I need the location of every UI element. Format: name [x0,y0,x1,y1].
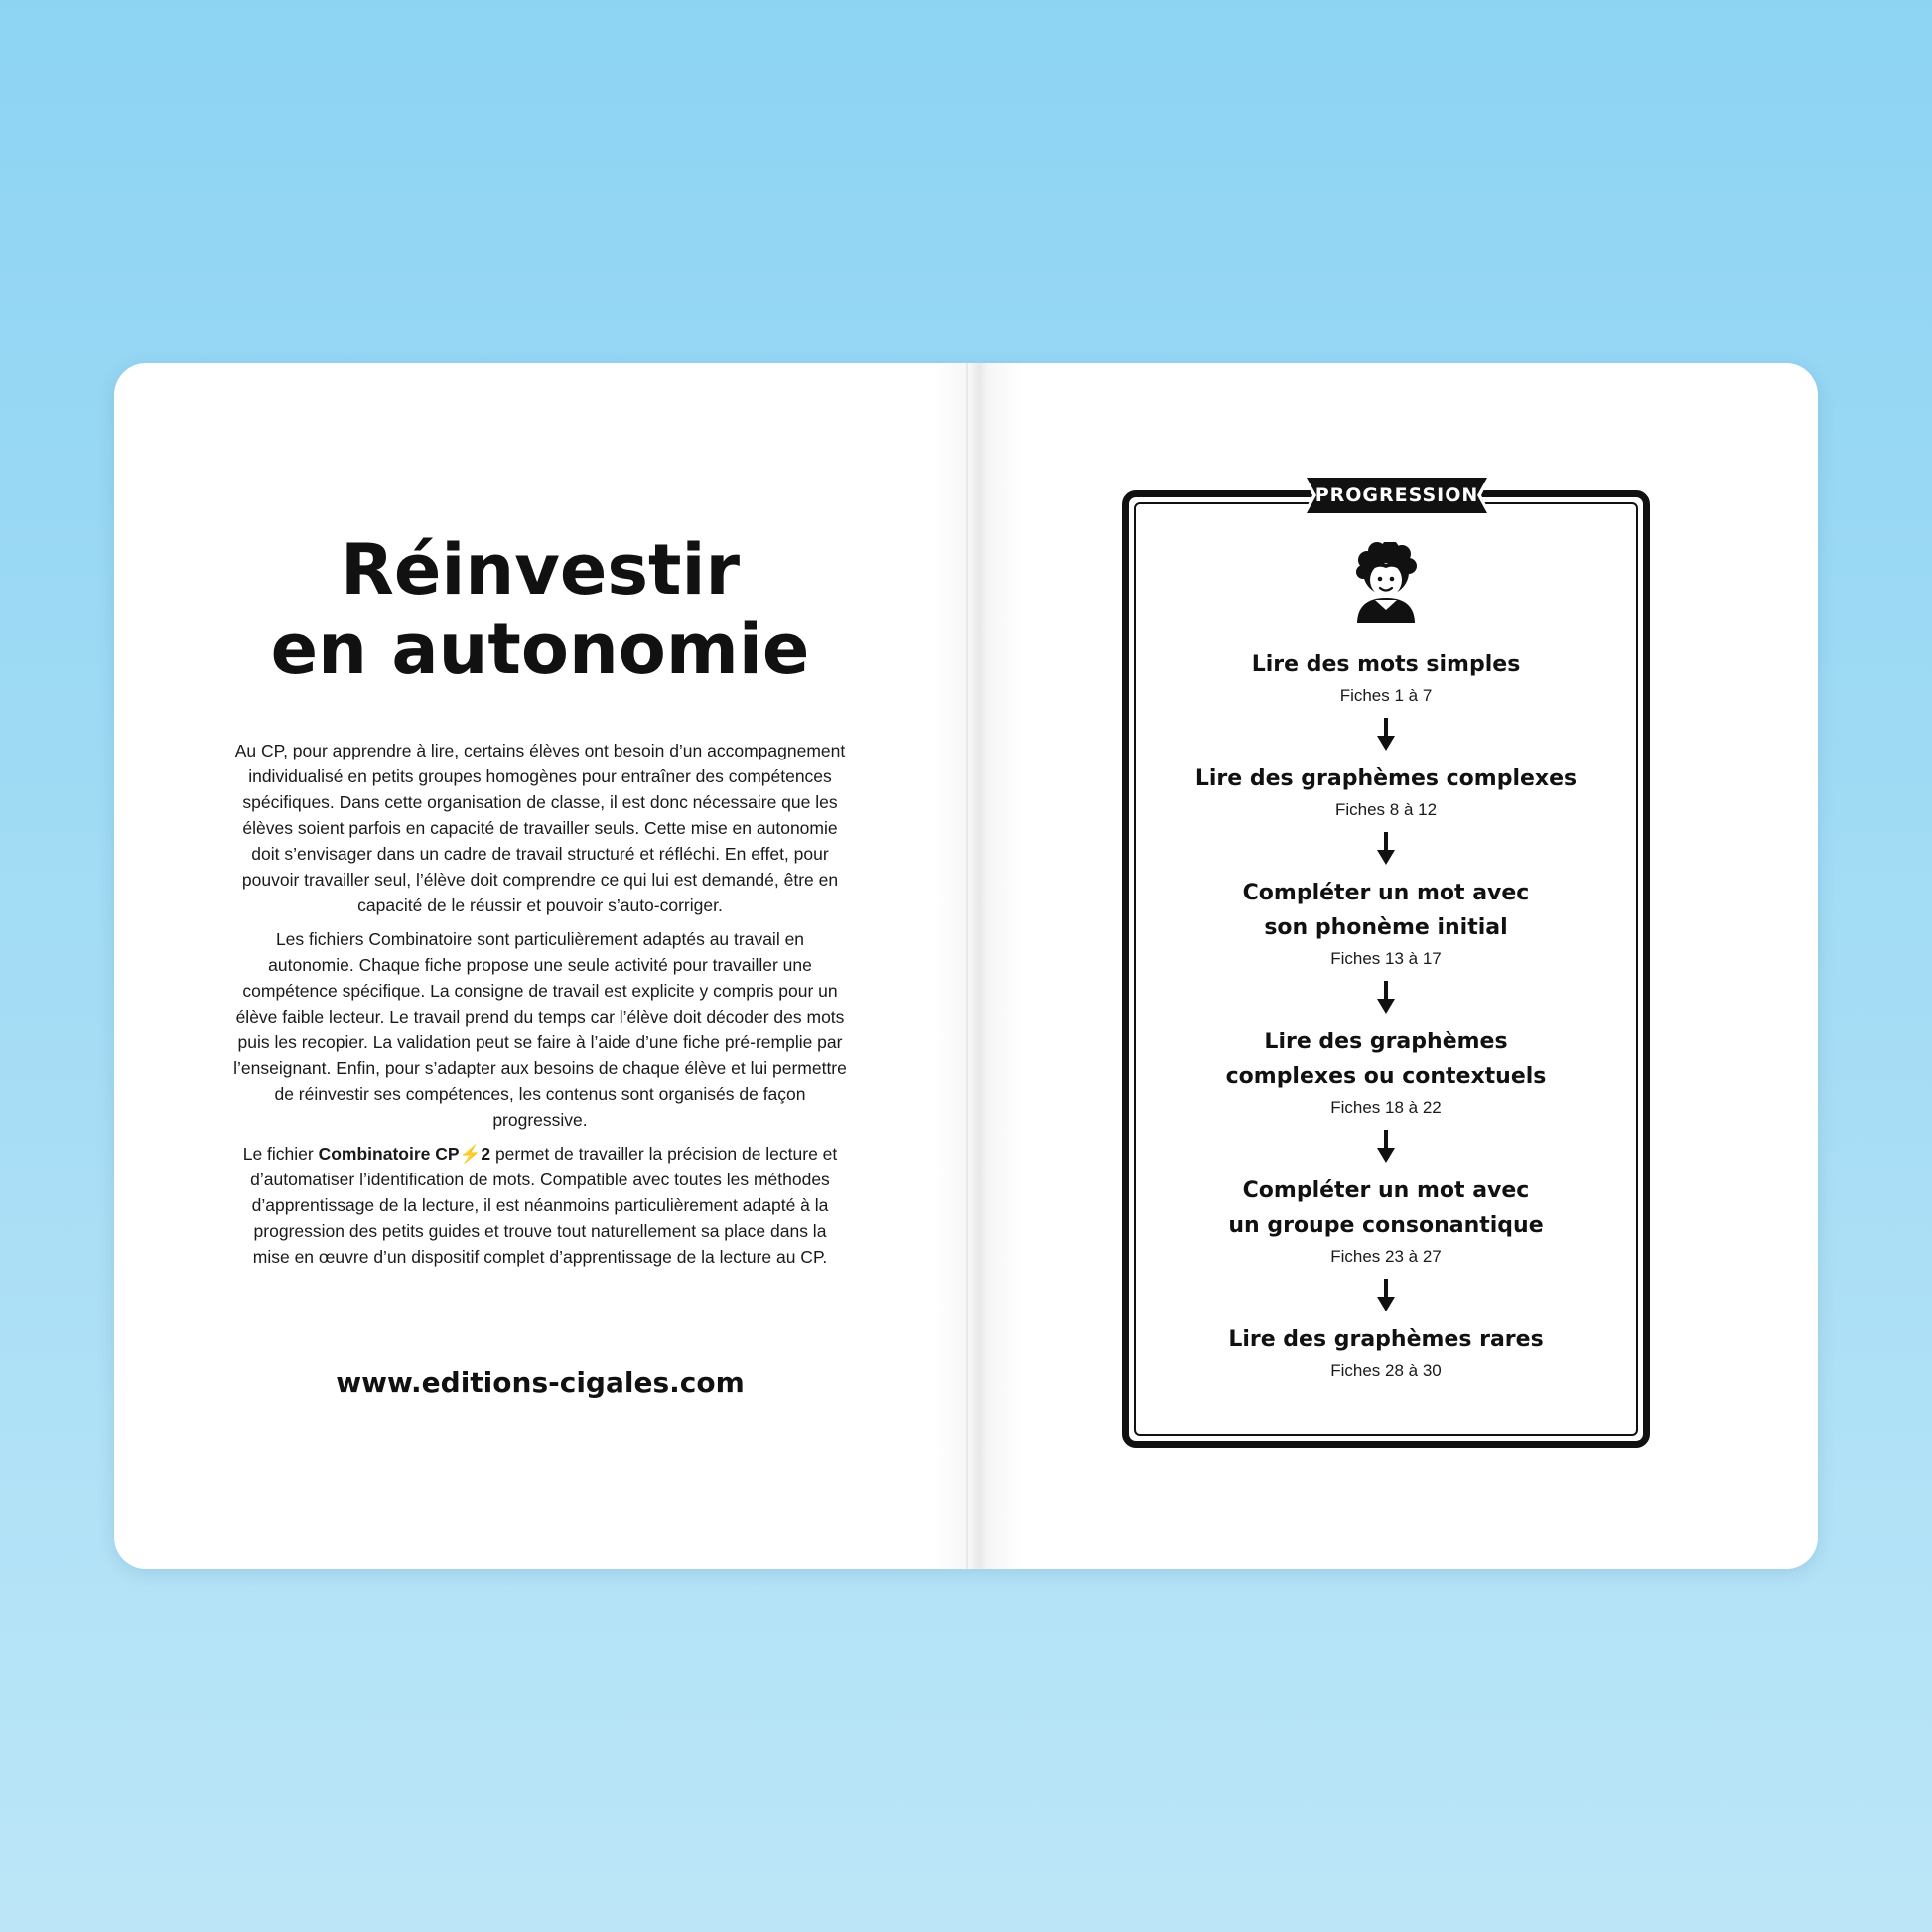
intro-paragraph-1: Au CP, pour apprendre à lire, certains élèves ont besoin d’un accompagnement individualisé en petits groupes homogènes pour entraîner des compétences spécifiques. Dans cette organisation de classe, il est donc nécessaire que les élèves soient parfois en capacité de travailler seuls. Cette mise en autonomie doit s’envisager dans un cadre de travail structuré et réfléchi. En effet, pour pouvoir travailler seul, l’élève doit comprendre ce qui lui est demandé, être en capacité de le réussir et pouvoir s’auto-corriger. [234,741,846,915]
intro-paragraph-3 [233,1141,847,1270]
banner-label: PROGRESSION [1314,484,1479,506]
step-title-line: complexes ou contextuels [1225,1064,1547,1089]
progression-step [1134,1025,1638,1164]
progression-banner [1303,476,1491,515]
progression-steps [1134,647,1638,1383]
step-sheets-range: Fiches 13 à 17 [1330,949,1442,968]
left-page [114,363,966,1569]
step-sheets-range: Fiches 23 à 27 [1330,1247,1442,1266]
step-title-line: Lire des graphèmes rares [1228,1327,1544,1352]
page-title [114,530,966,689]
progression-step [1134,647,1638,752]
intro-paragraph-3-prefix: Le fichier [242,1144,319,1164]
step-title [1134,761,1638,796]
step-sheets-range: Fiches 28 à 30 [1330,1361,1442,1380]
arrow-down-icon [1376,1130,1396,1164]
book-spine-fold [966,363,968,1569]
progression-step [1134,1322,1638,1383]
progression-step [1134,876,1638,1015]
step-title-line: Compléter un mot avec [1242,881,1530,905]
step-title-line: son phonème initial [1264,915,1508,940]
step-sheets-range: Fiches 8 à 12 [1334,800,1438,819]
step-title-line: Lire des graphèmes [1264,1030,1508,1054]
product-name: Combinatoire CP⚡2 [318,1144,491,1164]
step-title [1134,876,1638,945]
step-sheets-range: Fiches 1 à 7 [1339,686,1433,705]
progression-step [1134,1173,1638,1312]
intro-paragraph-3-suffix: permet de travailler la précision de lecture et d’automatiser l’identification de mots. Compatible avec toutes les méthodes d’apprentissage de la lecture, il est néanmoins particulièrement adapté à la progression des petits guides et trouve tout naturellement sa place dans la mise en œuvre d’un dispositif complet d’apprentissage de la lecture au CP. [250,1144,838,1267]
intro-paragraph-2: Les fichiers Combinatoire sont particulièrement adaptés au travail en autonomie. Chaque fiche propose une seule activité pour travailler une compétence spécifique. La consigne de travail est explicite y compris pour un élève faible lecteur. Le travail prend du temps car l’élève doit décoder des mots puis les recopier. La validation peut se faire à l’aide d’une fiche pré-remplie par l’enseignant. Enfin, pour s’adapter aux besoins de chaque élève et lui permettre de réinvestir ses compétences, les contenus sont organisés de façon progressive. [233,929,847,1130]
step-title [1134,1322,1638,1357]
arrow-down-icon [1376,1279,1396,1312]
page-title-line-1: Réinvestir [341,529,740,611]
step-title-line: Lire des graphèmes complexes [1194,766,1578,791]
arrow-down-icon [1376,981,1396,1015]
intro-text [233,738,847,1278]
page-title-line-2: en autonomie [270,609,810,690]
child-face-icon [1353,542,1419,623]
website-url: www.editions-cigales.com [336,1366,745,1399]
step-sheets-range: Fiches 18 à 22 [1330,1098,1442,1117]
step-title-line: Compléter un mot avec [1242,1178,1530,1203]
arrow-down-icon [1376,718,1396,752]
open-booklet [114,363,1818,1569]
progression-step [1134,761,1638,866]
step-title [1134,647,1638,682]
step-title-line: un groupe consonantique [1228,1213,1544,1238]
step-title [1134,1025,1638,1094]
arrow-down-icon [1376,832,1396,866]
step-title [1134,1173,1638,1243]
step-title-line: Lire des mots simples [1251,652,1521,677]
